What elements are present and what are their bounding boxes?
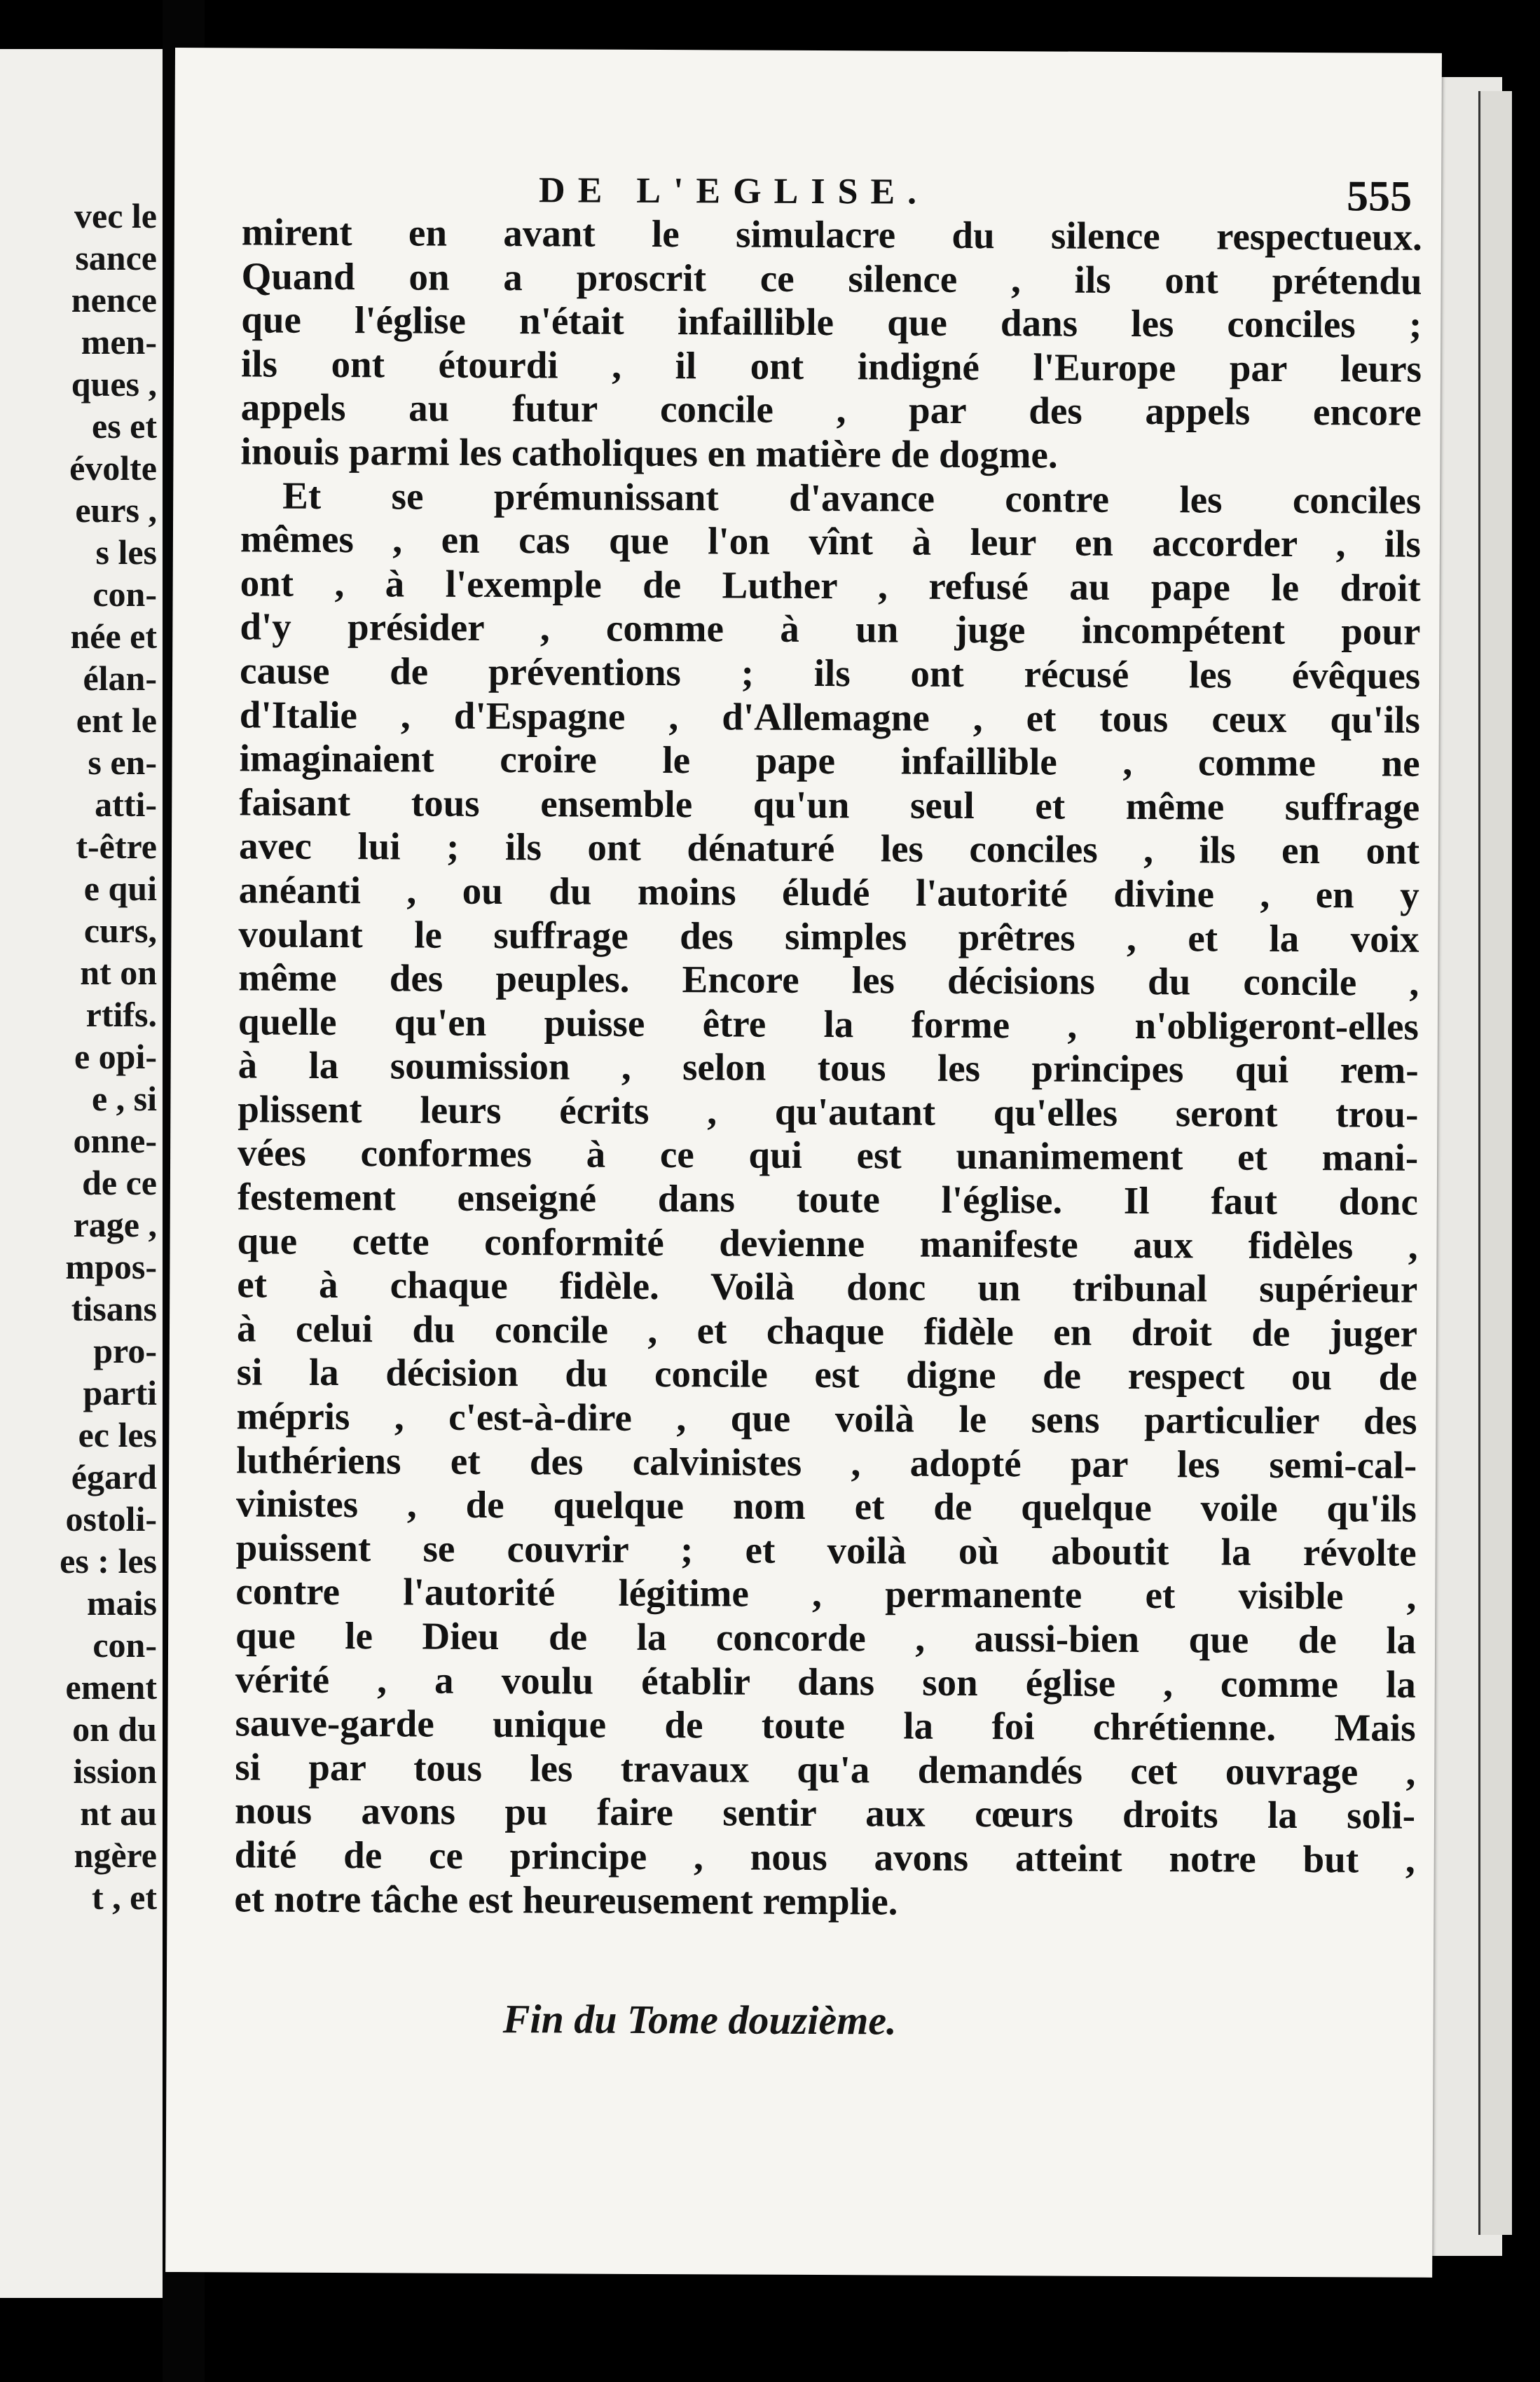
left-page-line: nt on	[80, 953, 157, 992]
text-line: mirent en avant le simulacre du silence respectueux.	[241, 210, 1422, 259]
text-line: festement enseigné dans toute l'église. Il faut donc	[237, 1175, 1418, 1223]
text-line: mêmes , en cas que l'on vînt à leur en accorder , ils	[240, 517, 1422, 565]
left-page-line: men-	[81, 322, 157, 362]
text-line: puissent se couvrir ; et voilà où aboutit la révolte	[235, 1526, 1417, 1574]
text-line: d'Italie , d'Espagne , d'Allemagne , et tous ceux qu'ils	[239, 692, 1420, 741]
text-line: et à chaque fidèle. Voilà donc un tribunal supérieur	[237, 1262, 1418, 1312]
running-head: DE L'EGLISE.	[538, 170, 930, 212]
left-page-line: es et	[92, 406, 157, 446]
left-page-line: con-	[92, 574, 157, 614]
left-page-line: curs,	[83, 911, 157, 950]
text-line: Quand on a proscrit ce silence , ils ont prétendu	[241, 254, 1422, 303]
text-line: plissent leurs écrits , qu'autant qu'elles seront trou-	[238, 1087, 1419, 1136]
left-page-line: nence	[71, 280, 157, 319]
text-line: quelle qu'en puisse être la forme , n'obligeront-elles	[238, 1000, 1419, 1048]
left-page-line: égard	[71, 1457, 157, 1496]
left-page-line: rage ,	[73, 1205, 157, 1244]
left-page-line: mpos-	[65, 1247, 157, 1286]
text-line: que cette conformité devienne manifeste aux fidèles ,	[237, 1219, 1418, 1267]
left-page-line: sance	[75, 238, 157, 277]
text-line: si la décision du concile est digne de respect ou de	[236, 1350, 1417, 1399]
colophon: Fin du Tome douzième.	[502, 1996, 897, 2044]
body-text	[234, 210, 1422, 1925]
text-line: vérité , a voulu établir dans son église , comme la	[235, 1657, 1416, 1706]
left-page-line: rtifs.	[85, 995, 157, 1034]
left-page-line: atti-	[95, 785, 157, 824]
left-page-line: e , si	[91, 1079, 157, 1118]
left-page-line: tisans	[71, 1289, 157, 1328]
left-page-line: née et	[70, 617, 157, 656]
left-page-line: pro-	[93, 1331, 157, 1370]
text-line: si par tous les travaux qu'a demandés cet ouvrage ,	[235, 1745, 1416, 1794]
text-line: dité de ce principe , nous avons atteint notre but ,	[234, 1833, 1415, 1881]
left-page-line: ngère	[74, 1836, 157, 1875]
book-page	[165, 48, 1442, 2278]
left-page-line: ostoli-	[65, 1499, 157, 1538]
text-line: mépris , c'est-à-dire , que voilà le sens particulier des	[236, 1394, 1417, 1443]
left-page-line: on du	[72, 1709, 157, 1749]
left-facing-page	[0, 49, 163, 2298]
left-page-line: s les	[95, 532, 157, 572]
text-line: ont , à l'exemple de Luther , refusé au pape le droit	[240, 561, 1421, 610]
text-line: faisant tous ensemble qu'un seul et même suffrage	[239, 780, 1420, 829]
left-page-line: t-être	[76, 827, 157, 866]
left-page-line: élan-	[83, 659, 157, 698]
text-line: cause de préventions ; ils ont récusé les évêques	[239, 649, 1421, 697]
text-line: appels au futur concile , par des appels encore	[240, 385, 1422, 434]
left-page-line: e opi-	[74, 1037, 157, 1076]
text-line: anéanti , ou du moins éludé l'autorité divine , en y	[238, 868, 1419, 916]
text-line: à la soumission , selon tous les principes qui rem-	[238, 1043, 1419, 1092]
left-page-line: vec le	[74, 196, 157, 235]
left-page-text	[60, 195, 157, 1918]
text-line: ils ont étourdi , il ont indigné l'Europe par leurs	[240, 342, 1422, 390]
left-page-line: con-	[92, 1625, 157, 1665]
text-line: contre l'autorité légitime , permanente et visible ,	[235, 1569, 1417, 1618]
text-line: vées conformes à ce qui est unanimement et mani-	[237, 1131, 1419, 1180]
left-page-line: es : les	[60, 1541, 157, 1581]
left-page-line: onne-	[73, 1121, 157, 1160]
page-number: 555	[1346, 172, 1412, 221]
left-page-line: mais	[87, 1583, 157, 1623]
text-line: inouis parmi les catholiques en matière de dogme.	[240, 429, 1058, 476]
left-page-line: nt au	[80, 1794, 157, 1833]
text-line: imaginaient croire le pape infaillible , comme ne	[239, 736, 1420, 785]
text-line: que l'église n'était infaillible que dans les conciles ;	[241, 298, 1422, 346]
text-line: vinistes , de quelque nom et de quelque voile qu'ils	[235, 1482, 1417, 1530]
left-page-line: eurs ,	[75, 490, 157, 530]
text-line: à celui du concile , et chaque fidèle en droit de juger	[236, 1307, 1418, 1355]
left-page-line: ques ,	[71, 364, 157, 404]
left-page-line: t , et	[92, 1878, 157, 1917]
left-page-line: e qui	[83, 869, 157, 908]
left-page-line: ission	[73, 1751, 157, 1791]
text-line: voulant le suffrage des simples prêtres , et la voix	[238, 911, 1419, 961]
text-line: nous avons pu faire sentir aux cœurs droits la soli-	[234, 1789, 1416, 1838]
left-page-line: de ce	[82, 1163, 157, 1202]
text-line: même des peuples. Encore les décisions du concile ,	[238, 956, 1419, 1004]
left-page-line: s en-	[88, 743, 157, 782]
text-line: que le Dieu de la concorde , aussi-bien que de la	[235, 1613, 1417, 1662]
page-edge-inner	[1478, 91, 1512, 2235]
text-line: avec lui ; ils ont dénaturé les conciles , ils en ont	[238, 824, 1420, 873]
left-page-line: ec les	[78, 1415, 157, 1454]
text-line: d'y présider , comme à un juge incompétent pour	[240, 605, 1421, 654]
left-page-line: ement	[65, 1667, 157, 1707]
left-page-line: évolte	[69, 448, 157, 488]
text-line: sauve-garde unique de toute la foi chrétienne. Mais	[235, 1701, 1416, 1749]
left-page-line: ent le	[76, 701, 157, 740]
text-line: et notre tâche est heureusement remplie.	[234, 1876, 898, 1923]
left-page-line: parti	[83, 1373, 157, 1412]
text-line: luthériens et des calvinistes , adopté par les semi-cal-	[236, 1438, 1417, 1487]
text-line: Et se prémunissant d'avance contre les conciles	[282, 474, 1422, 522]
